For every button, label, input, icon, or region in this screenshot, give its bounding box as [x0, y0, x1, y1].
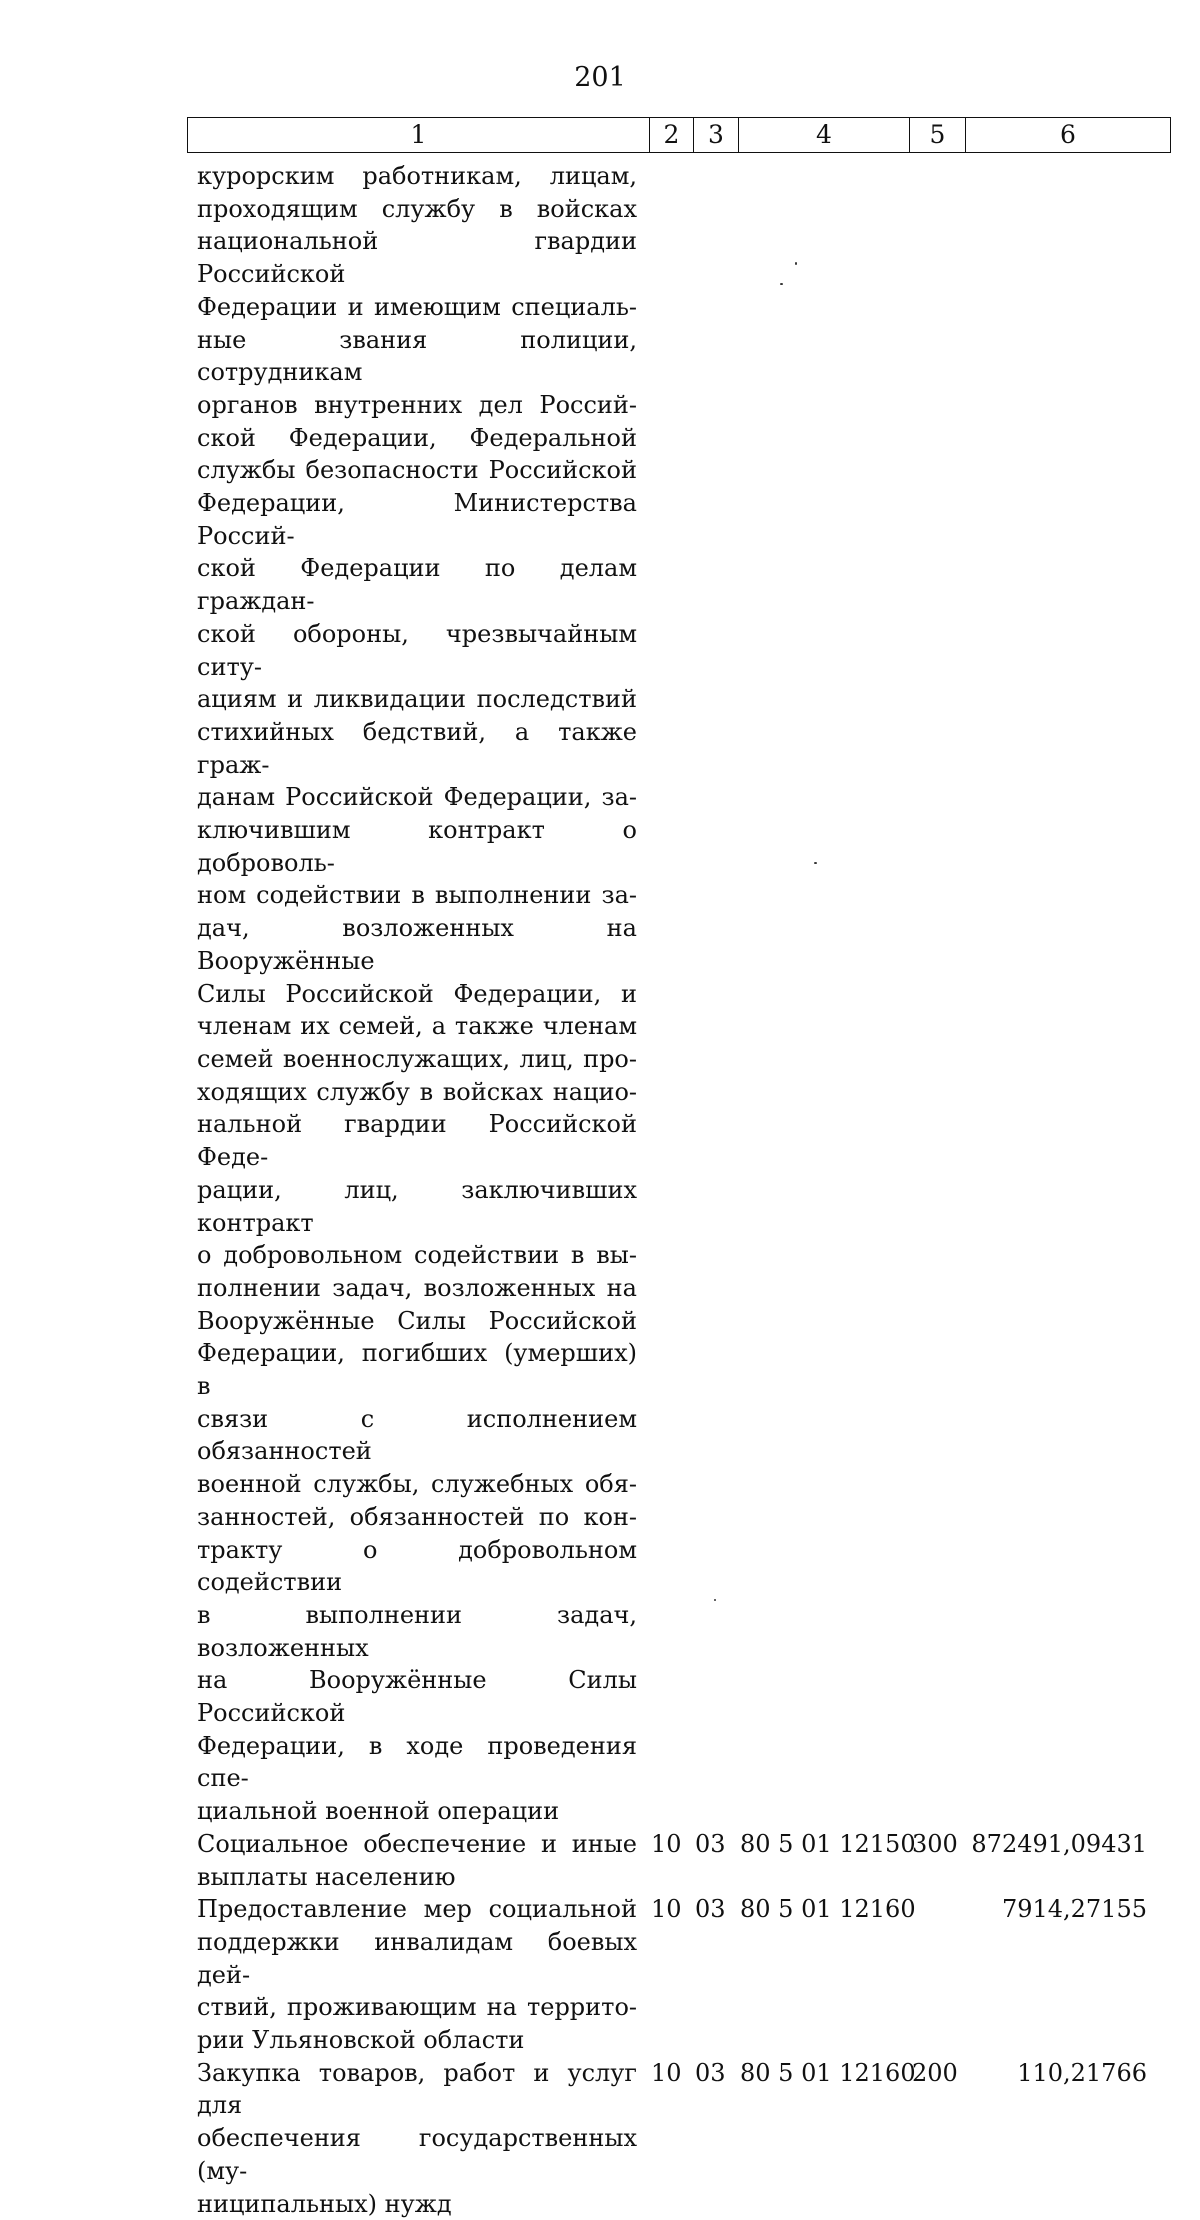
description-line: органов внутренних дел Россий-	[197, 390, 637, 419]
row-cell-col-4: 80 5 01 12150	[740, 1829, 916, 1858]
column-header-2: 2	[650, 118, 694, 153]
description-line: полнении задач, возложенных на	[197, 1273, 637, 1302]
description-line: ациям и ликвидации последствий	[197, 685, 637, 714]
description-line: Федерации, Министерства Россий-	[197, 489, 637, 550]
description-line: ской Федерации по делам граждан-	[197, 554, 637, 616]
description-line: выплаты населению	[197, 1862, 456, 1891]
row-cell-col-4: 80 5 01 12160	[740, 1895, 916, 1924]
description-line: национальной гвардии Российской	[197, 227, 637, 289]
row-description	[197, 1893, 637, 2057]
page-number: 201	[574, 62, 626, 93]
row-cell-col-3: 03	[695, 2058, 726, 2087]
description-line: ключившим контракт о доброволь-	[197, 816, 637, 877]
description-line: на Вооружённые Силы Российской	[197, 1666, 637, 1728]
description-line: службы безопасности Российской	[197, 456, 637, 485]
description-line: обеспечения государственных (му-	[197, 2124, 637, 2185]
column-header-table	[187, 117, 1171, 153]
description-line: нальной гвардии Российской Феде-	[197, 1110, 637, 1172]
row-cell-col-6: 7914,27155	[1001, 1895, 1147, 1924]
description-line: ном содействии в выполнении за-	[197, 881, 637, 910]
column-header-row	[188, 118, 1171, 153]
description-line: рии Ульяновской области	[197, 2026, 525, 2055]
table-body	[0, 160, 1200, 2220]
scan-speck	[780, 283, 783, 285]
column-header-1: 1	[188, 118, 650, 153]
description-line: связи с исполнением обязанностей	[197, 1404, 637, 1466]
description-line: ствий, проживающим на террито-	[197, 1993, 637, 2022]
description-line: о добровольном содействии в вы-	[197, 1241, 637, 1270]
description-line: ниципальных) нужд	[197, 2189, 452, 2218]
description-line: дач, возложенных на Вооружённые	[197, 914, 637, 975]
description-line: Силы Российской Федерации, и	[197, 979, 637, 1008]
description-line: занностей, обязанностей по кон-	[197, 1502, 637, 1531]
description-line: в выполнении задач, возложенных	[197, 1600, 637, 1662]
description-line: Предоставление мер социальной	[197, 1895, 637, 1924]
table-row	[0, 160, 1200, 1828]
column-header-5: 5	[910, 118, 966, 153]
description-line: Федерации, в ходе проведения спе-	[197, 1731, 637, 1793]
row-cell-col-3: 03	[695, 1829, 726, 1858]
table-row	[0, 2057, 1200, 2220]
description-line: ской Федерации, Федеральной	[197, 423, 637, 452]
description-line: ской обороны, чрезвычайным ситу-	[197, 619, 637, 681]
description-line: Вооружённые Силы Российской	[197, 1306, 637, 1335]
description-line: ные звания полиции, сотрудникам	[197, 325, 637, 387]
row-description	[197, 2057, 637, 2220]
description-line: ходящих службу в войсках нацио-	[197, 1077, 637, 1106]
description-line: семей военнослужащих, лиц, про-	[197, 1044, 637, 1073]
scan-speck	[814, 862, 817, 864]
description-line: военной службы, служебных обя-	[197, 1470, 637, 1499]
row-cell-col-2: 10	[651, 1895, 682, 1924]
description-line: Федерации и имеющим специаль-	[197, 292, 637, 321]
description-line: Федерации, погибших (умерших) в	[197, 1339, 637, 1401]
description-line: поддержки инвалидам боевых дей-	[197, 1927, 637, 1989]
table-row	[0, 1828, 1200, 1893]
description-line: Закупка товаров, работ и услуг для	[197, 2058, 637, 2120]
scan-speck	[795, 262, 797, 265]
column-header-3: 3	[694, 118, 739, 153]
row-cell-col-3: 03	[695, 1895, 726, 1924]
row-cell-col-4: 80 5 01 12160	[740, 2058, 916, 2087]
scan-speck	[714, 1599, 716, 1601]
row-description	[197, 1828, 637, 1893]
table-row	[0, 1893, 1200, 2057]
description-line: циальной военной операции	[197, 1797, 560, 1826]
column-header-4: 4	[739, 118, 910, 153]
description-line: курорским работникам, лицам,	[197, 162, 637, 190]
row-cell-col-2: 10	[651, 2058, 682, 2087]
column-header-6: 6	[966, 118, 1171, 153]
description-line: тракту о добровольном содействии	[197, 1535, 637, 1597]
description-line: рации, лиц, заключивших контракт	[197, 1175, 637, 1237]
description-line: данам Российской Федерации, за-	[197, 783, 637, 812]
row-cell-col-2: 10	[651, 1829, 682, 1858]
row-cell-col-6: 110,21766	[1017, 2058, 1147, 2087]
description-line: членам их семей, а также членам	[197, 1012, 637, 1041]
row-cell-col-5: 300	[912, 1829, 958, 1858]
description-line: проходящим службу в войсках	[197, 194, 637, 223]
row-cell-col-5: 200	[912, 2058, 958, 2087]
row-description	[197, 160, 637, 1828]
description-line: стихийных бедствий, а также граж-	[197, 717, 637, 779]
row-cell-col-6: 872491,09431	[971, 1829, 1147, 1858]
description-line: Социальное обеспечение и иные	[197, 1829, 637, 1858]
